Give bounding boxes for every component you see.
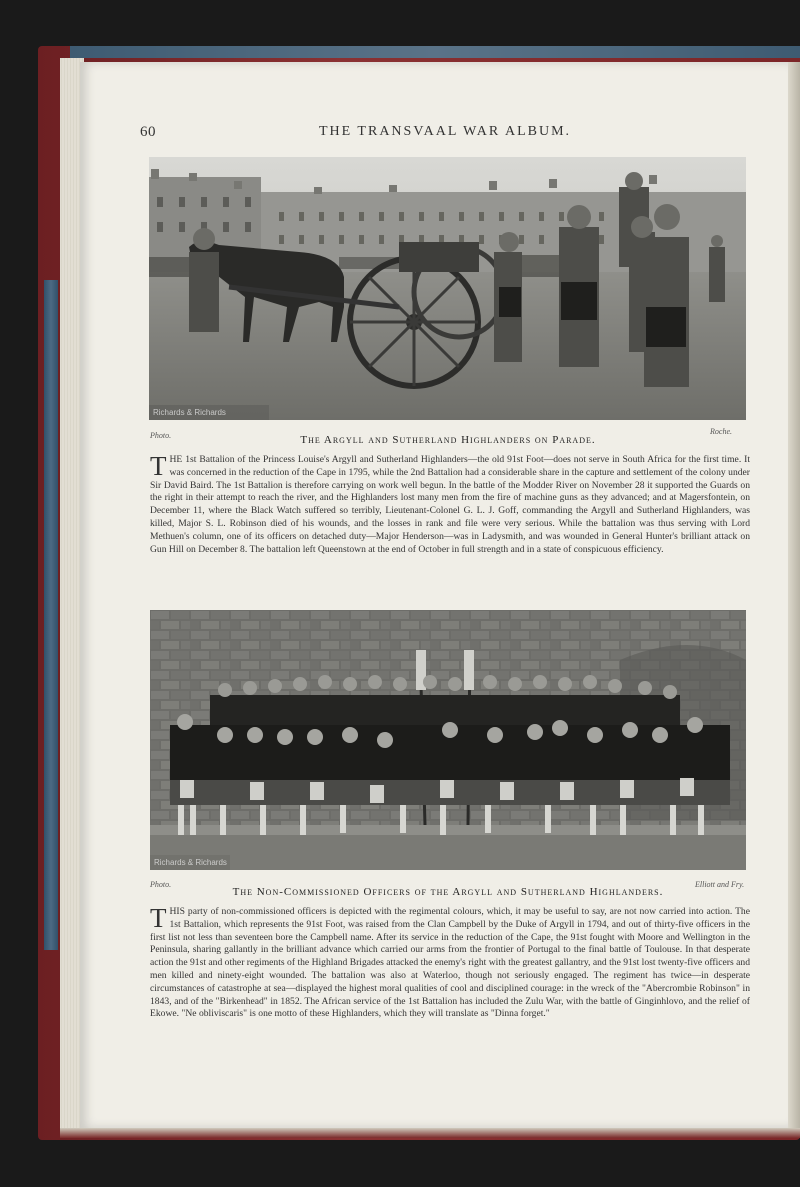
parade-photo: [149, 157, 746, 420]
photo-credit-left: Photo.: [150, 431, 172, 440]
drop-cap: T: [150, 903, 167, 933]
page-header: [140, 124, 750, 146]
cover-top-band: [70, 46, 800, 58]
article-paragraph: [150, 903, 750, 1021]
article-paragraph: [150, 451, 750, 556]
page-curl: [788, 62, 800, 1128]
figure-caption: The Non-Commissioned Officers of the Argyll and Sutherland Highlanders.: [232, 886, 664, 898]
photo-credit-right: Roche.: [710, 427, 732, 436]
photo-stamp: Richards & Richards: [154, 858, 227, 867]
page-bottom-edge: [60, 1128, 800, 1138]
page-number: 60: [140, 124, 156, 140]
parade-photo-image: [149, 157, 746, 420]
running-title: THE TRANSVAAL WAR ALBUM.: [318, 124, 572, 139]
drop-cap: T: [150, 451, 167, 481]
paragraph-text: HE 1st Battalion of the Princess Louise's Argyll and Sutherland Highlanders—the old 91st Foot—does not serve in South Africa for the first time. It was concerned in the reduction of the Cape in 1795, while the 2nd Battalion had a considerable share in the capture and settlement of the colony under Sir David Baird. The 1st Battalion is therefore carrying on work well begun. In the battle of the Modder River on November 28 it supported the Guards on the right in their attempt to reach the river, and the Highlanders lost many men from the fire of machine guns as they advanced; and at Magersfontein, on December 11, where the Black Watch suffered so terribly, Lieutenant-Colonel G. L. J. Goff, commanding the Argyll and Sutherland Highlanders, was killed, Major S. L. Robinson died of his wounds, and the losses in rank and file were very serious. While the battalion was thus serving with Lord Methuen's column, one of its officers on detached duty—Major Henderson—was in Ladysmith, and was wounded in General Hunter's brilliant attack on Gun Hill on December 8. The battalion left Queenstown at the end of October in full strength and in a state of conspicuous efficiency.: [150, 454, 750, 555]
spine-band: [44, 280, 58, 950]
nco-group-photo: [150, 610, 746, 870]
photo-credit-left: Photo.: [150, 880, 172, 889]
figure-caption: The Argyll and Sutherland Highlanders on Parade.: [300, 434, 596, 446]
photo-credit-right: Elliott and Fry.: [695, 880, 745, 889]
photo-stamp: Richards & Richards: [153, 408, 226, 417]
paragraph-text: HIS party of non-commissioned officers is depicted with the regimental colours, which, it may be useful to say, are not now carried into action. The 1st Battalion, which represents the 91st Foot, was raised from the Clan Campbell by the Duke of Argyll in 1794, and out of thirty-five officers in the first list not less than seventeen bore the Campbell name. After its service in the reduction of the Cape, the 91st fought with Moore and Wellington in the Peninsula, sharing gallantly in the brilliant advance which carried our arms from the frontier of Portugal to the final battle of Toulouse. In that desperate action the 91st and other regiments of the Highland Brigades attacked the enemy's right with the greatest gallantry, and the 91st lost twenty-five officers and men killed and ninety-eight wounded. The battalion was also at Waterloo, though not seriously engaged. The regiment has twice—in desperate circumstances of catastrophe at sea—displayed the highest moral qualities of cool and disciplined courage: in the wreck of the "Abercrombie Robinson" in 1843, and of the "Birkenhead" in 1852. The African service of the 1st Battalion has included the Zulu War, with the battle of Ginginhlovo, and the relief of Ekowe. "Ne obliviscaris" is one motto of these Highlanders, which they will translate as "Dinna forget.": [150, 906, 750, 1020]
nco-group-photo-image: [150, 610, 746, 870]
